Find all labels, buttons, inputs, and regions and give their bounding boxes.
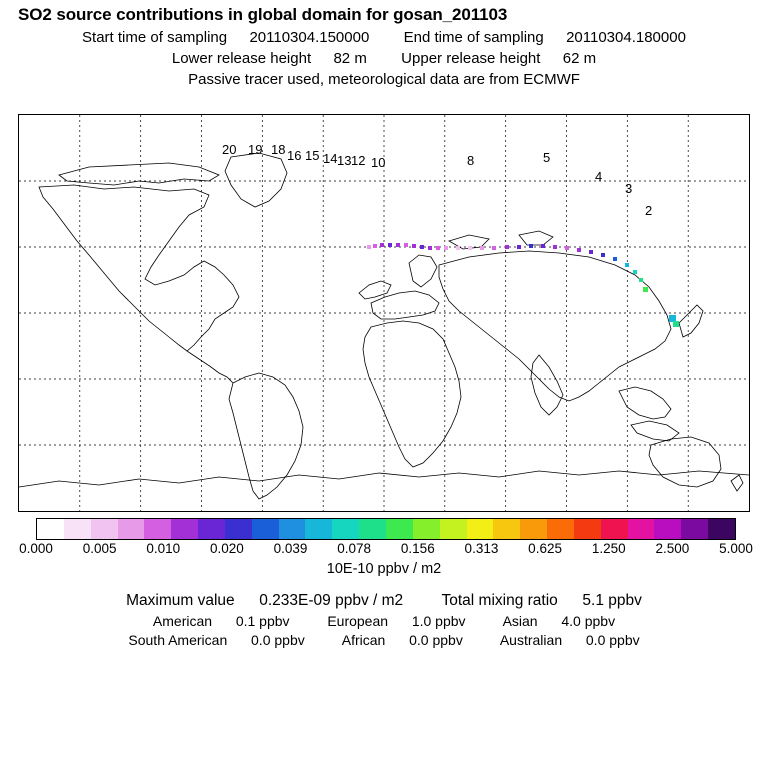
colorbar-swatch-5 [171, 519, 198, 539]
colorbar-swatch-18 [520, 519, 547, 539]
colorbar-tick-0: 0.000 [19, 541, 53, 556]
summary-footer [0, 592, 768, 651]
colorbar-swatch-1 [64, 519, 91, 539]
svg-text:2: 2 [645, 203, 653, 218]
region-name-african: African [341, 632, 386, 648]
upper-release-height-value: 62 m [562, 50, 597, 67]
region-value-asian: 4.0 ppbv [561, 613, 616, 629]
colorbar-swatch-16 [467, 519, 494, 539]
region-value-south-american: 0.0 ppbv [251, 632, 305, 648]
colorbar-swatch-17 [493, 519, 520, 539]
colorbar-swatch-4 [144, 519, 171, 539]
max-and-total-line [0, 592, 768, 610]
region-row-1 [0, 613, 768, 629]
region-value-australian: 0.0 ppbv [585, 632, 640, 648]
map-panel [18, 114, 750, 512]
colorbar-tick-2: 0.010 [146, 541, 181, 556]
svg-text:16: 16 [287, 148, 302, 163]
colorbar-tick-3: 0.020 [210, 541, 244, 556]
svg-text:3: 3 [625, 181, 633, 196]
tracer-note: Passive tracer used, meteorological data are from ECMWF [188, 71, 580, 88]
graticule [19, 115, 749, 511]
svg-text:4: 4 [595, 169, 603, 184]
svg-text:20: 20 [222, 142, 237, 157]
svg-text:18: 18 [271, 142, 286, 157]
colorbar-swatch-22 [628, 519, 655, 539]
colorbar-swatch-20 [574, 519, 601, 539]
region-value-european: 1.0 ppbv [411, 613, 466, 629]
total-mixing-ratio-label: Total mixing ratio [441, 592, 558, 609]
colorbar-swatch-10 [305, 519, 332, 539]
region-name-asian: Asian [502, 613, 538, 629]
region-value-african: 0.0 ppbv [409, 632, 463, 648]
world-map [19, 115, 749, 511]
colorbar-swatch-15 [440, 519, 467, 539]
release-height-line [0, 50, 768, 67]
colorbar-tick-6: 0.156 [400, 541, 435, 556]
colorbar-swatch-19 [547, 519, 574, 539]
svg-text:10: 10 [371, 155, 386, 170]
end-time-label: End time of sampling [403, 29, 544, 46]
colorbar-swatch-21 [601, 519, 628, 539]
max-value-label: Maximum value [126, 592, 235, 609]
svg-text:13: 13 [337, 153, 352, 168]
colorbar-tick-1: 0.005 [82, 541, 117, 556]
colorbar-swatch-3 [118, 519, 145, 539]
page-title: SO2 source contributions in global domain for gosan_201103 [18, 5, 508, 24]
upper-release-height-label: Upper release height [401, 50, 541, 67]
colorbar-tick-8: 0.625 [528, 541, 562, 556]
colorbar-swatch-12 [359, 519, 386, 539]
colorbar-tick-7: 0.313 [464, 541, 499, 556]
colorbar-swatch-2 [91, 519, 118, 539]
colorbar-tick-11: 5.000 [719, 541, 753, 556]
region-value-american: 0.1 ppbv [235, 613, 290, 629]
start-time-value: 20110304.150000 [249, 29, 370, 46]
colorbar-swatch-23 [654, 519, 681, 539]
colorbar-swatch-14 [413, 519, 440, 539]
colorbar-unit-label: 10E-10 ppbv / m2 [326, 561, 442, 577]
lower-release-height-value: 82 m [333, 50, 367, 67]
colorbar-swatch-24 [681, 519, 708, 539]
lower-release-height-label: Lower release height [171, 50, 312, 67]
colorbar-tick-10: 2.500 [655, 541, 690, 556]
colorbar-swatch-0 [37, 519, 64, 539]
svg-text:14: 14 [323, 151, 338, 166]
colorbar-swatch-11 [332, 519, 359, 539]
svg-text:12: 12 [351, 153, 366, 168]
plume-cells [367, 243, 679, 327]
colorbar [36, 518, 736, 540]
colorbar-tick-labels [0, 541, 768, 557]
total-mixing-ratio-value: 5.1 ppbv [582, 592, 642, 609]
region-name-american: American [152, 613, 213, 629]
region-name-australian: Australian [499, 632, 563, 648]
colorbar-swatch-8 [252, 519, 279, 539]
colorbar-tick-5: 0.078 [337, 541, 372, 556]
colorbar-tick-4: 0.039 [273, 541, 308, 556]
svg-text:19: 19 [248, 142, 263, 157]
colorbar-swatch-6 [198, 519, 225, 539]
region-name-european: European [327, 613, 389, 629]
region-name-south-american: South American [128, 632, 228, 648]
colorbar-tick-9: 1.250 [591, 541, 626, 556]
max-value-value: 0.233E-09 ppbv / m2 [259, 592, 404, 609]
region-row-2 [0, 632, 768, 648]
trajectory-age-labels [222, 142, 652, 218]
svg-text:8: 8 [467, 153, 475, 168]
colorbar-swatch-9 [279, 519, 306, 539]
svg-text:5: 5 [543, 150, 551, 165]
colorbar-swatch-25 [708, 519, 735, 539]
colorbar-swatch-13 [386, 519, 413, 539]
colorbar-swatch-7 [225, 519, 252, 539]
start-time-label: Start time of sampling [82, 29, 228, 46]
svg-text:15: 15 [305, 148, 320, 163]
end-time-value: 20110304.180000 [566, 29, 686, 46]
sampling-time-line [0, 29, 768, 46]
